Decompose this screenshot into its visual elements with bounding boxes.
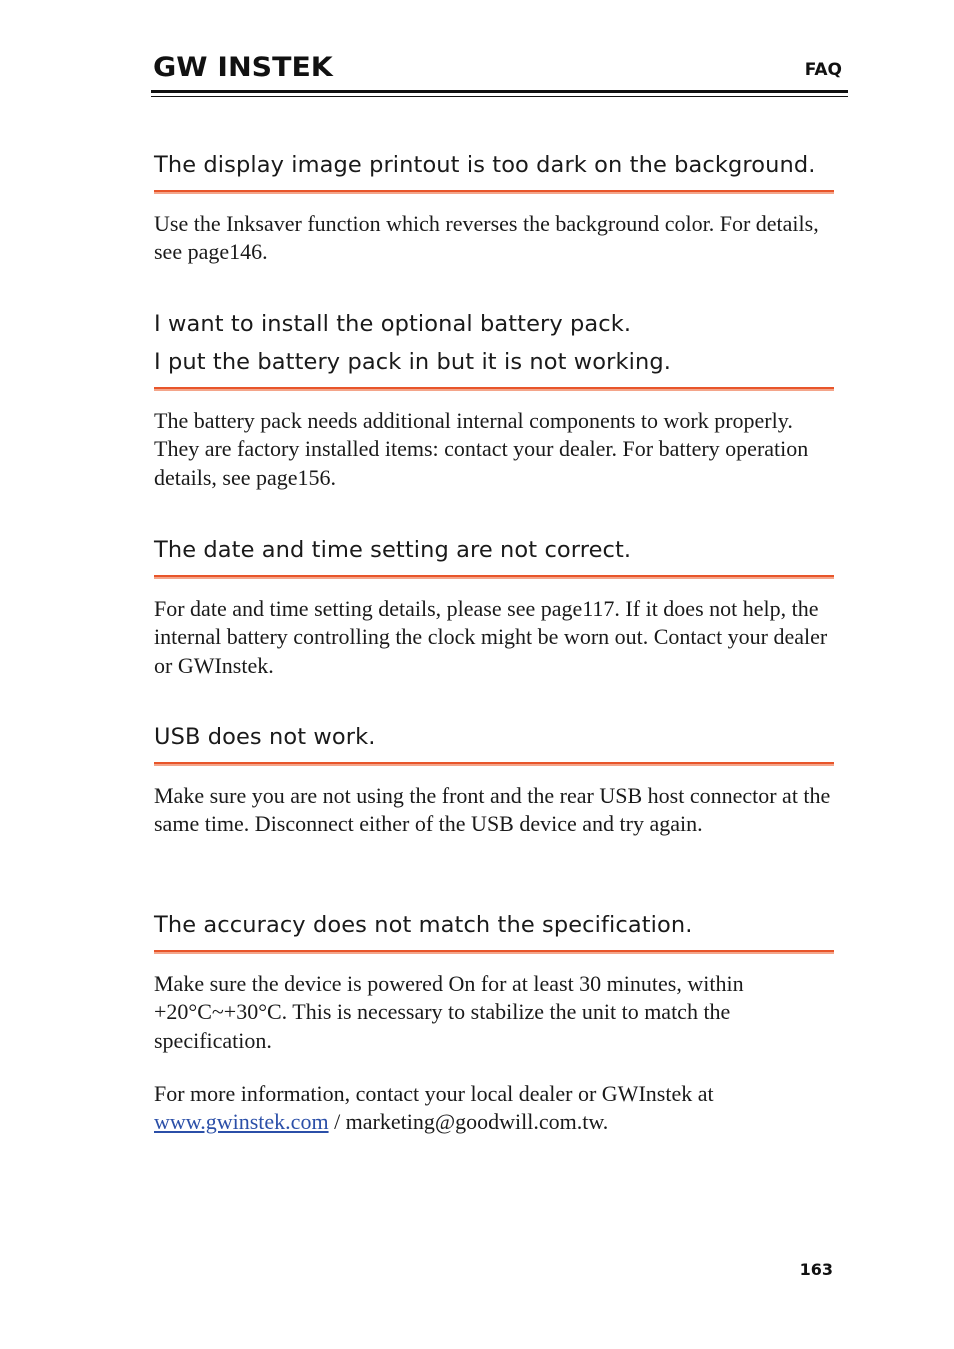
header-rule-thin (151, 96, 848, 97)
faq-question (154, 531, 834, 569)
faq-divider (154, 762, 834, 766)
faq-answer: Make sure you are not using the front and the rear USB host connector at the same time. Disconnect either of the USB device and try again. (154, 783, 831, 837)
more-info-text: For more information, contact your local dealer or GWInstek at (154, 1081, 714, 1106)
faq-question-line: The display image printout is too dark on the background. (154, 152, 816, 178)
faq-item-battery (154, 305, 834, 492)
faq-question (154, 906, 834, 944)
faq-item-printout (154, 146, 834, 267)
faq-question (154, 305, 834, 381)
faq-question-line: I put the battery pack in but it is not working. (154, 349, 672, 375)
faq-question (154, 718, 834, 756)
logo-text: GW INSTEK (153, 52, 333, 83)
faq-question (154, 146, 834, 184)
faq-divider (154, 387, 834, 391)
header-rule (151, 90, 848, 93)
section-label: FAQ (804, 60, 842, 80)
faq-question-line: I want to install the optional battery pack. (154, 311, 632, 337)
faq-question-line: The date and time setting are not correct. (154, 537, 632, 563)
gwinstek-website-link[interactable]: www.gwinstek.com (154, 1109, 329, 1135)
faq-question-line: The accuracy does not match the specification. (154, 912, 693, 938)
faq-answer: Use the Inksaver function which reverses the background color. For details, see page146. (154, 211, 819, 265)
faq-divider (154, 575, 834, 579)
faq-item-accuracy (154, 906, 834, 1055)
faq-divider (154, 950, 834, 954)
page-number: 163 (799, 1260, 833, 1279)
more-info (154, 1080, 834, 1137)
faq-answer: The battery pack needs additional internal components to work properly. They are factory installed items: contact your dealer. For battery operation details, see page156. (154, 408, 809, 490)
faq-answer: For date and time setting details, please see page117. If it does not help, the internal battery controlling the clock might be worn out. Contact your dealer or GWInstek. (154, 596, 828, 678)
faq-answer: Make sure the device is powered On for at least 30 minutes, within +20°C~+30°C. This is necessary to stabilize the unit to match the specification. (154, 971, 744, 1053)
contact-email-text: / marketing@goodwill.com.tw. (328, 1109, 609, 1135)
gwinstek-logo (153, 52, 333, 83)
faq-question-line: USB does not work. (154, 724, 376, 750)
faq-item-usb (154, 718, 834, 839)
faq-divider (154, 190, 834, 194)
faq-item-date-time (154, 531, 834, 680)
